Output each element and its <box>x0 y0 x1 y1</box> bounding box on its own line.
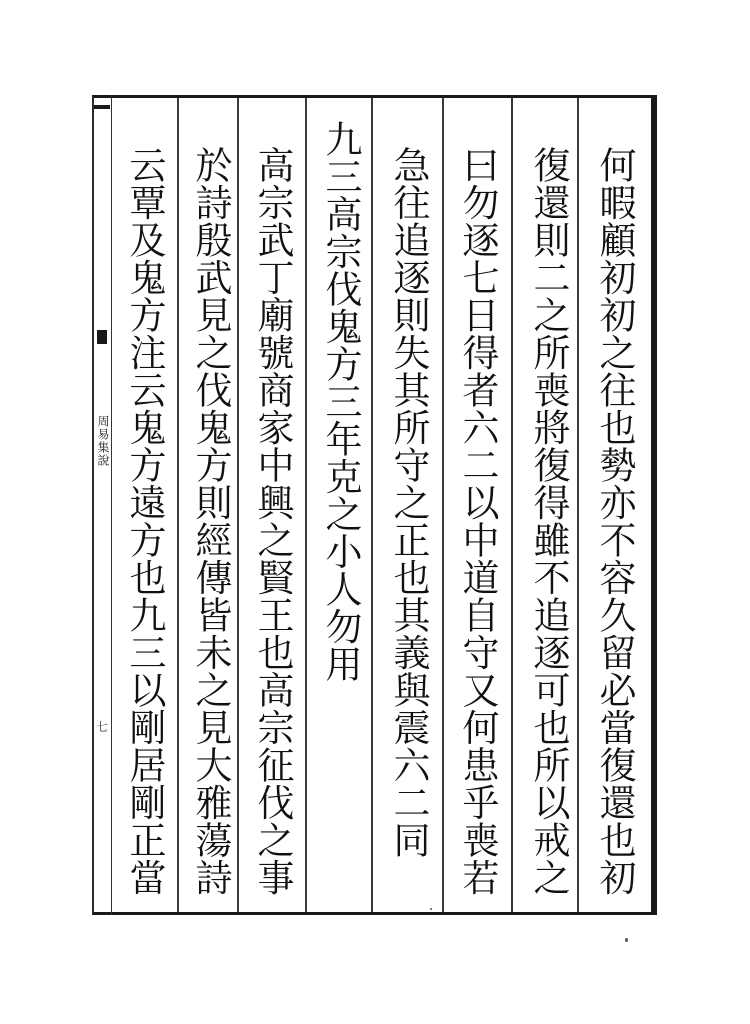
ink-speck <box>625 938 628 942</box>
text-column-5: 九三高宗伐鬼方三年克之小人勿用 <box>319 120 362 683</box>
column-rule <box>177 98 179 912</box>
text-column-7: 於詩殷武見之伐鬼方則經傳皆未之見大雅蕩詩 <box>189 146 232 896</box>
text-column-6: 高宗武丁廟號商家中興之賢王也高宗征伐之事 <box>251 146 294 896</box>
fold-page-number: 七 <box>96 720 109 734</box>
center-fold-strip <box>92 95 112 915</box>
text-column-8: 云覃及鬼方注云鬼方遠方也九三以剛居剛正當 <box>123 146 166 896</box>
column-rule <box>305 98 307 912</box>
column-rule <box>511 98 513 912</box>
text-column-2: 復還則二之所喪將復得雖不追逐可也所以戒之 <box>527 146 570 896</box>
fold-fishtail-mark-lower <box>97 330 107 344</box>
text-column-1: 何暇顧初初之往也勢亦不容久留必當復還也初 <box>593 146 636 896</box>
fold-book-title: 周易集說 <box>96 415 110 467</box>
column-rule <box>371 98 373 912</box>
fold-fishtail-mark <box>94 105 110 109</box>
text-column-3: 曰勿逐七日得者六二以中道自守又何患乎喪若 <box>456 146 499 896</box>
column-rule <box>442 98 444 912</box>
column-rule <box>577 98 579 912</box>
ink-speck <box>430 908 432 910</box>
text-column-4: 急往追逐則失其所守之正也其義與震六二同 <box>387 146 430 859</box>
column-rule <box>237 98 239 912</box>
